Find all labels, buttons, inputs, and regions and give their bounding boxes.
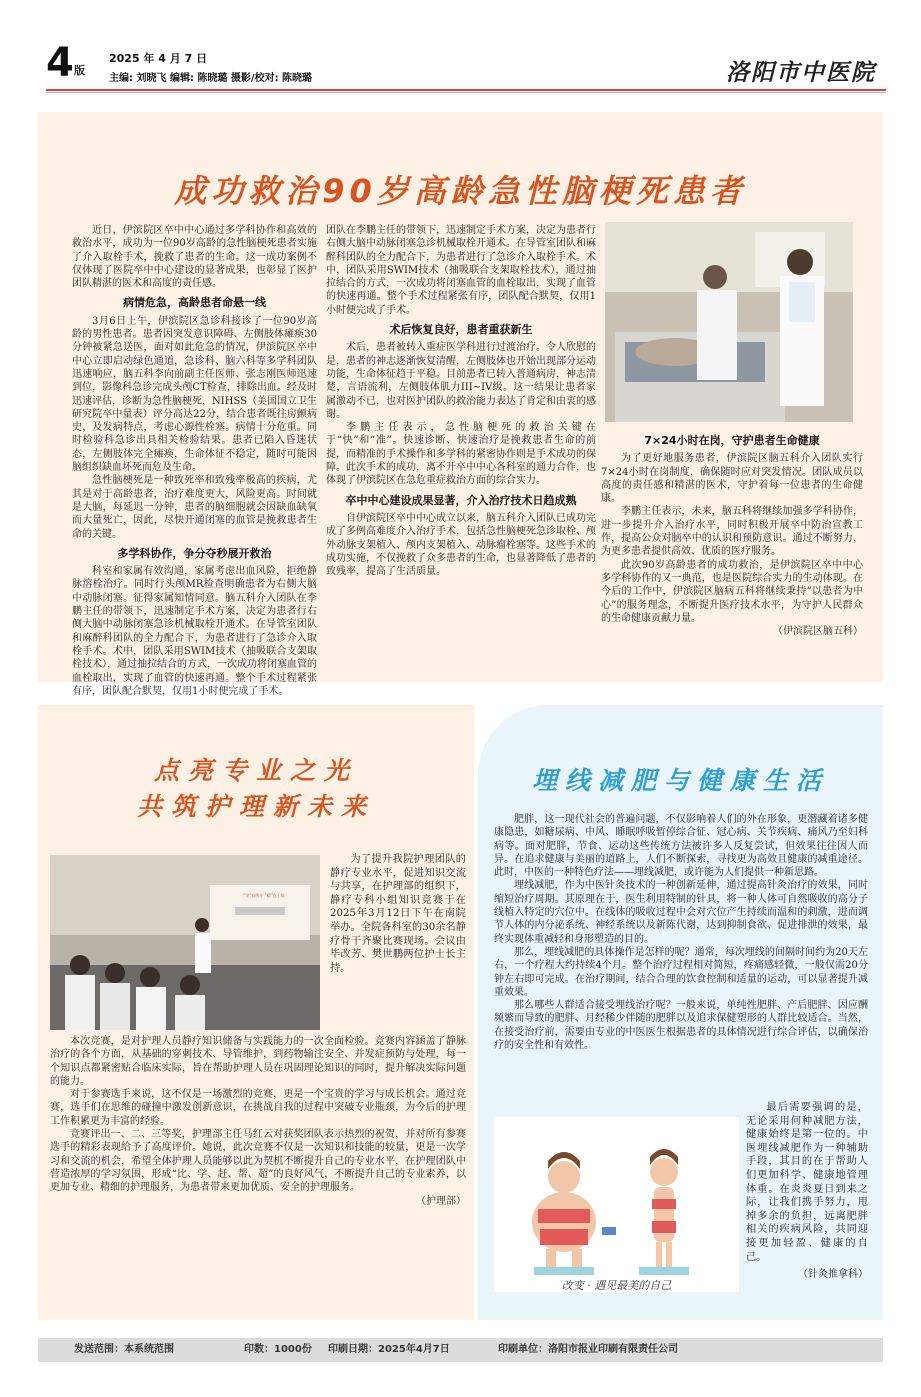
article-stroke-rescue <box>38 112 883 697</box>
illustration-caption: 改变 · 遇见最美的自己 <box>561 1279 672 1292</box>
paragraph: 自伊滨院区卒中中心成立以来，脑五科介入团队已成功完成了多例高难度介入治疗手术，包括急性脑梗死急诊取栓、颅外动脉支架植入、颅内支架植入、动脉瘤栓塞等。这些手术的成功实施，不仅挽救了众多患者的生命，也显著降低了患者的致残率，提高了生活质量。 <box>326 512 596 578</box>
header-rule-thin <box>46 92 886 93</box>
article-title-line2: 共筑护理新未来 <box>136 792 375 821</box>
paragraph: 为了提升我院护理团队的静疗专业水平，促进知识交流与共享，在护理部的组织下，静疗专科小组知识竞赛于在2025年3月12日下午在南院举办。全院各科室的30余名静疗骨干齐聚比赛现场。会议由毕改芳、樊世鹏两位护士长主持。 <box>330 854 466 974</box>
paragraph: 肥胖，这一现代社会的普遍问题，不仅影响着人们的外在形象，更潜藏着诸多健康隐患，如糖尿病、中风、睡眠呼吸暂停综合征、冠心病、关节疾病、痛风乃至妇科病等。面对肥胖，节食、运动这些传统方法被许多人反复尝试，但效果往往因人而异。在追求健康与美丽的道路上，人们不断探索，寻找更为高效且健康的减重途径。此时，中医的一种特色疗法——埋线减肥，或许能为人们提供一种新思路。 <box>494 814 868 879</box>
article-column-1 <box>72 224 317 697</box>
section-heading: 病情危急，高龄患者命悬一线 <box>123 296 266 310</box>
section-heading: 7×24小时在岗，守护患者生命健康 <box>644 434 820 447</box>
print-info-footer <box>38 1338 883 1362</box>
paragraph: 李鹏主任表示，未来，脑五科将继续加强多学科协作，进一步提升介入治疗水平，同时积极开展卒中防治宣教工作，提高公众对脑卒中的认识和预防意识。通过不断努力，为更多患者提供高效、优质的医疗服务。 <box>601 506 863 558</box>
paragraph: 李鹏主任表示，急性脑梗死的救治关键在于“快”和“准”。快速诊断、快速治疗是挽救患者生命的前提，而精准的手术操作和多学科的紧密协作则是手术成功的保障。此次手术的成功，离不开卒中中心各科室的通力合作，也体现了伊滨院区在急危重症救治方面的综合实力。 <box>326 422 596 487</box>
paragraph: 术后，患者被转入重症医学科进行过渡治疗。令人欣慰的是，患者的神志逐渐恢复清醒，左侧肢体也开始出现部分运动功能，生命体征趋于平稳。目前患者已转入普通病房，神志清楚，言语流利，左侧肢体肌力III~IV级。这一结果让患者家属激动不已，也对医护团队的救治能力表达了肯定和由衷的感谢。 <box>326 342 596 420</box>
page-number: 4 <box>46 40 74 86</box>
article-catgut-embedding <box>478 705 883 1320</box>
paragraph: 3月6日上午，伊滨院区急诊科接诊了一位90岁高龄的男性患者。患者因突发意识障碍、左侧肢体瘫痪30分钟被紧急送医，面对如此危急的情况，伊滨院区卒中中心立即启动绿色通道，急诊科、脑六科等多学科团队迅速响应，脑五科李向前副主任医师、张志刚医师迅速到位，影像科急诊完成头颅CT检查，排除出血。经及时迅速评估，诊断为急性脑梗死，NIHSS（美国国立卫生研究院卒中量表）评分高达22分，结合患者既往房颤病史，及发病特点，考虑心源性栓塞。病情十分危重。同时检验科急诊出具相关检验结果。患者已陷入昏迷状态，左侧肢体完全瘫痪，生命体征不稳定，随时可能因脑组织缺血坏死而危及生命。 <box>72 315 317 474</box>
contest-banner-text: “学”有所专 “精”在于练 <box>243 893 285 898</box>
article-nursing-contest <box>38 705 474 1320</box>
article3-side-column <box>746 1101 868 1282</box>
photo-doctors-ward <box>605 222 853 422</box>
paragraph: 此次90岁高龄患者的成功救治，是伊滨院区卒中中心多学科协作的又一典范，也是医院综合实力的生动体现。在今后的工作中，伊滨院区脑病五科将继续秉持“以患者为中心”的服务理念，不断提升医疗技术水平，为守护人民群众的生命健康贡献力量。 <box>601 559 863 624</box>
ward-photo-illustration <box>605 222 853 422</box>
paragraph: 近日，伊滨院区卒中中心通过多学科协作和高效的救治水平，成功为一位90岁高龄的急性脑梗死患者实施了介入取栓手术，挽救了患者的生命。这一成功案例不仅体现了医院卒中中心建设的显著成果，也彰显了医护团队精湛的医术和高度的责任感。 <box>72 225 317 290</box>
paragraph: 那么，埋线减肥的具体操作是怎样的呢？通常，每次埋线的间隔时间约为20天左右，一个疗程大约持续4个月。整个治疗过程相对简短，疼痛感轻微，一般仅需20分钟左右即可完成。在治疗期间，结合合理的饮食控制和适量的运动，可以显著提升减重效果。 <box>494 946 868 998</box>
print-date: 印刷日期：2025年4月7日 <box>328 1344 450 1355</box>
paragraph: 本次竞赛，是对护理人员静疗知识储备与实践能力的一次全面检验。竞赛内容涵盖了静脉治疗的各个方面，从基础的穿刺技术、导管维护，到药物输注安全、并发症预防与处理，每一个知识点都紧密贴合临床实际，旨在帮助护理人员在巩固理论知识的同时，提升解决实际问题的能力。 <box>50 1036 466 1087</box>
paragraph: 埋线减肥，作为中医针灸技术的一种创新延伸，通过提高针灸治疗的效果，同时缩短治疗周期。其原理在于，医生利用特制的针具，将一种人体可自然吸收的高分子线植入特定的穴位中。在线体的吸收过程中会对穴位产生持续而温和的刺激，进而调节人体的内分泌系统、神经系统以及新陈代谢，达到抑制食欲、促进排泄的效果，最终实现体重减轻和身形塑造的目的。 <box>494 880 868 945</box>
paragraph: 为了更好地服务患者，伊滨院区脑五科介入团队实行7×24小时在岗制度，确保随时应对突发情况。团队成员以高度的责任感和精湛的医术，守护着每一位患者的生命健康。 <box>601 453 863 505</box>
section-heading: 卒中中心建设成果显著，介入治疗技术日趋成熟 <box>345 493 577 507</box>
article-signature: （针灸推拿科） <box>798 1269 868 1281</box>
section-heading: 多学科协作，争分夺秒展开救治 <box>117 546 272 560</box>
article2-side-column <box>330 853 466 975</box>
contest-photo-illustration <box>50 855 320 1030</box>
article3-main-column <box>494 813 868 1052</box>
article-column-3 <box>601 432 863 638</box>
header-rule <box>46 89 886 91</box>
print-count: 印数：1000份 <box>244 1344 312 1355</box>
editor-credits: 主编: 刘晓飞 编辑: 陈晓璐 摄影/校对: 陈晓璐 <box>109 73 313 84</box>
article-title: 成功救治90岁高龄急性脑梗死患者 <box>174 172 747 210</box>
article2-main-column <box>50 1035 466 1208</box>
paragraph: 急性脑梗死是一种致死率和致残率极高的疾病，尤其是对于高龄患者，治疗难度更大，风险更高。时间就是大脑，每延迟一分钟，患者的脑细胞就会因缺血缺氧而大量死亡，因此，尽快开通闭塞的血管是挽救患者生命的关键。 <box>72 475 317 540</box>
article-title-line1: 点亮专业之光 <box>153 756 358 785</box>
photo-contest-venue <box>50 855 320 1030</box>
paragraph: 最后需要强调的是，无论采用何种减肥方法，健康始终是第一位的。中医埋线减肥作为一种辅助手段，其目的在于帮助人们更加科学、健康地管理体重。在炎炎夏日到来之际，让我们携手努力，甩掉多余的负担，远离肥胖相关的疾病风险，共同迎接更加轻盈、健康的自己。 <box>746 1102 868 1263</box>
article-signature: （护理部） <box>416 1195 466 1207</box>
article-column-2 <box>326 224 596 578</box>
article-signature: （伊滨院区脑五科） <box>773 626 863 638</box>
paragraph-continued: 团队在李鹏主任的带领下，迅速制定手术方案，决定为患者行右侧大脑中动脉闭塞急诊机械取栓开通术。在导管室团队和麻醉科团队的全力配合下，为患者进行了急诊介入取栓手术。术中，团队采用SWIM技术（抽吸联合支架取栓技术），通过抽拉结合的方式，一次成功将闭塞血管的血栓取出，实现了血管的快速再通。整个手术过程紧张有序，团队配合默契，仅用1小时便完成了手术。 <box>326 225 596 316</box>
issue-date: 2025 年 4 月 7 日 <box>109 52 208 65</box>
paragraph: 那么哪些人群适合接受埋线治疗呢？一般来说，单纯性肥胖、产后肥胖、因应酬频繁而导致的肥胖、月经稀少伴随的肥胖以及追求保健塑形的人群比较适合。当然，在接受治疗前，需要由专业的中医医生根据患者的具体情况进行综合评估，以确保治疗的安全性和有效性。 <box>494 1000 868 1052</box>
paragraph: 对于参赛选手来说，这不仅是一场激烈的竞赛，更是一个宝贵的学习与成长机会。通过竞赛，选手们在思维的碰撞中激发创新意识，在挑战自我的过程中突破专业瓶颈，为今后的护理工作积累更为丰富的经验。 <box>50 1089 466 1127</box>
hospital-logo: 洛阳市中医院 <box>726 59 876 86</box>
before-after-illustration <box>494 1117 739 1292</box>
page-suffix: 版 <box>74 64 85 77</box>
distribution-scope: 发送范围：本系统范围 <box>74 1344 174 1355</box>
paragraph: 科室和家属有效沟通，家属考虑出血风险，拒绝静脉溶栓治疗。同时行头颅MR检查明确患者为右侧大脑中动脉闭塞。征得家属知情同意。脑五科介入团队在李鹏主任的带领下，迅速制定手术方案，决定为患者行右侧大脑中动脉闭塞急诊机械取栓开通术。在导管室团队和麻醉科团队的全力配合下，为患者进行了急诊介入取栓手术。术中，团队采用SWIM技术（抽吸联合支架取栓技术），通过抽拉结合的方式，一次成功将闭塞血管的血栓取出，实现了血管的快速再通。整个手术过程紧张有序，团队配合默契，仅用1小时便完成了手术。 <box>72 566 317 697</box>
printer-name: 印刷单位：洛阳市报业印刷有限责任公司 <box>498 1344 678 1355</box>
article-title: 埋线减肥与健康生活 <box>531 766 829 795</box>
paragraph: 竞赛评出一、二、三等奖，护理部主任马红云对获奖团队表示热烈的祝贺，并对所有参赛选手的精彩表现给予了高度评价。她说，此次竞赛不仅是一次知识和技能的较量，更是一次学习和交流的机会，希望全体护理人员能够以此为契机不断提升自己的专业水平，在护理团队中营造浓厚的学习氛围，形成“比、学、赶、帮、超”的良好风气，不断提升自己的专业素养，以更加专业、精细的护理服务，为患者带来更加优质、安全的护理服务。 <box>50 1129 466 1194</box>
weight-loss-illustration <box>494 1117 739 1292</box>
section-heading: 术后恢复良好，患者重获新生 <box>389 323 533 337</box>
